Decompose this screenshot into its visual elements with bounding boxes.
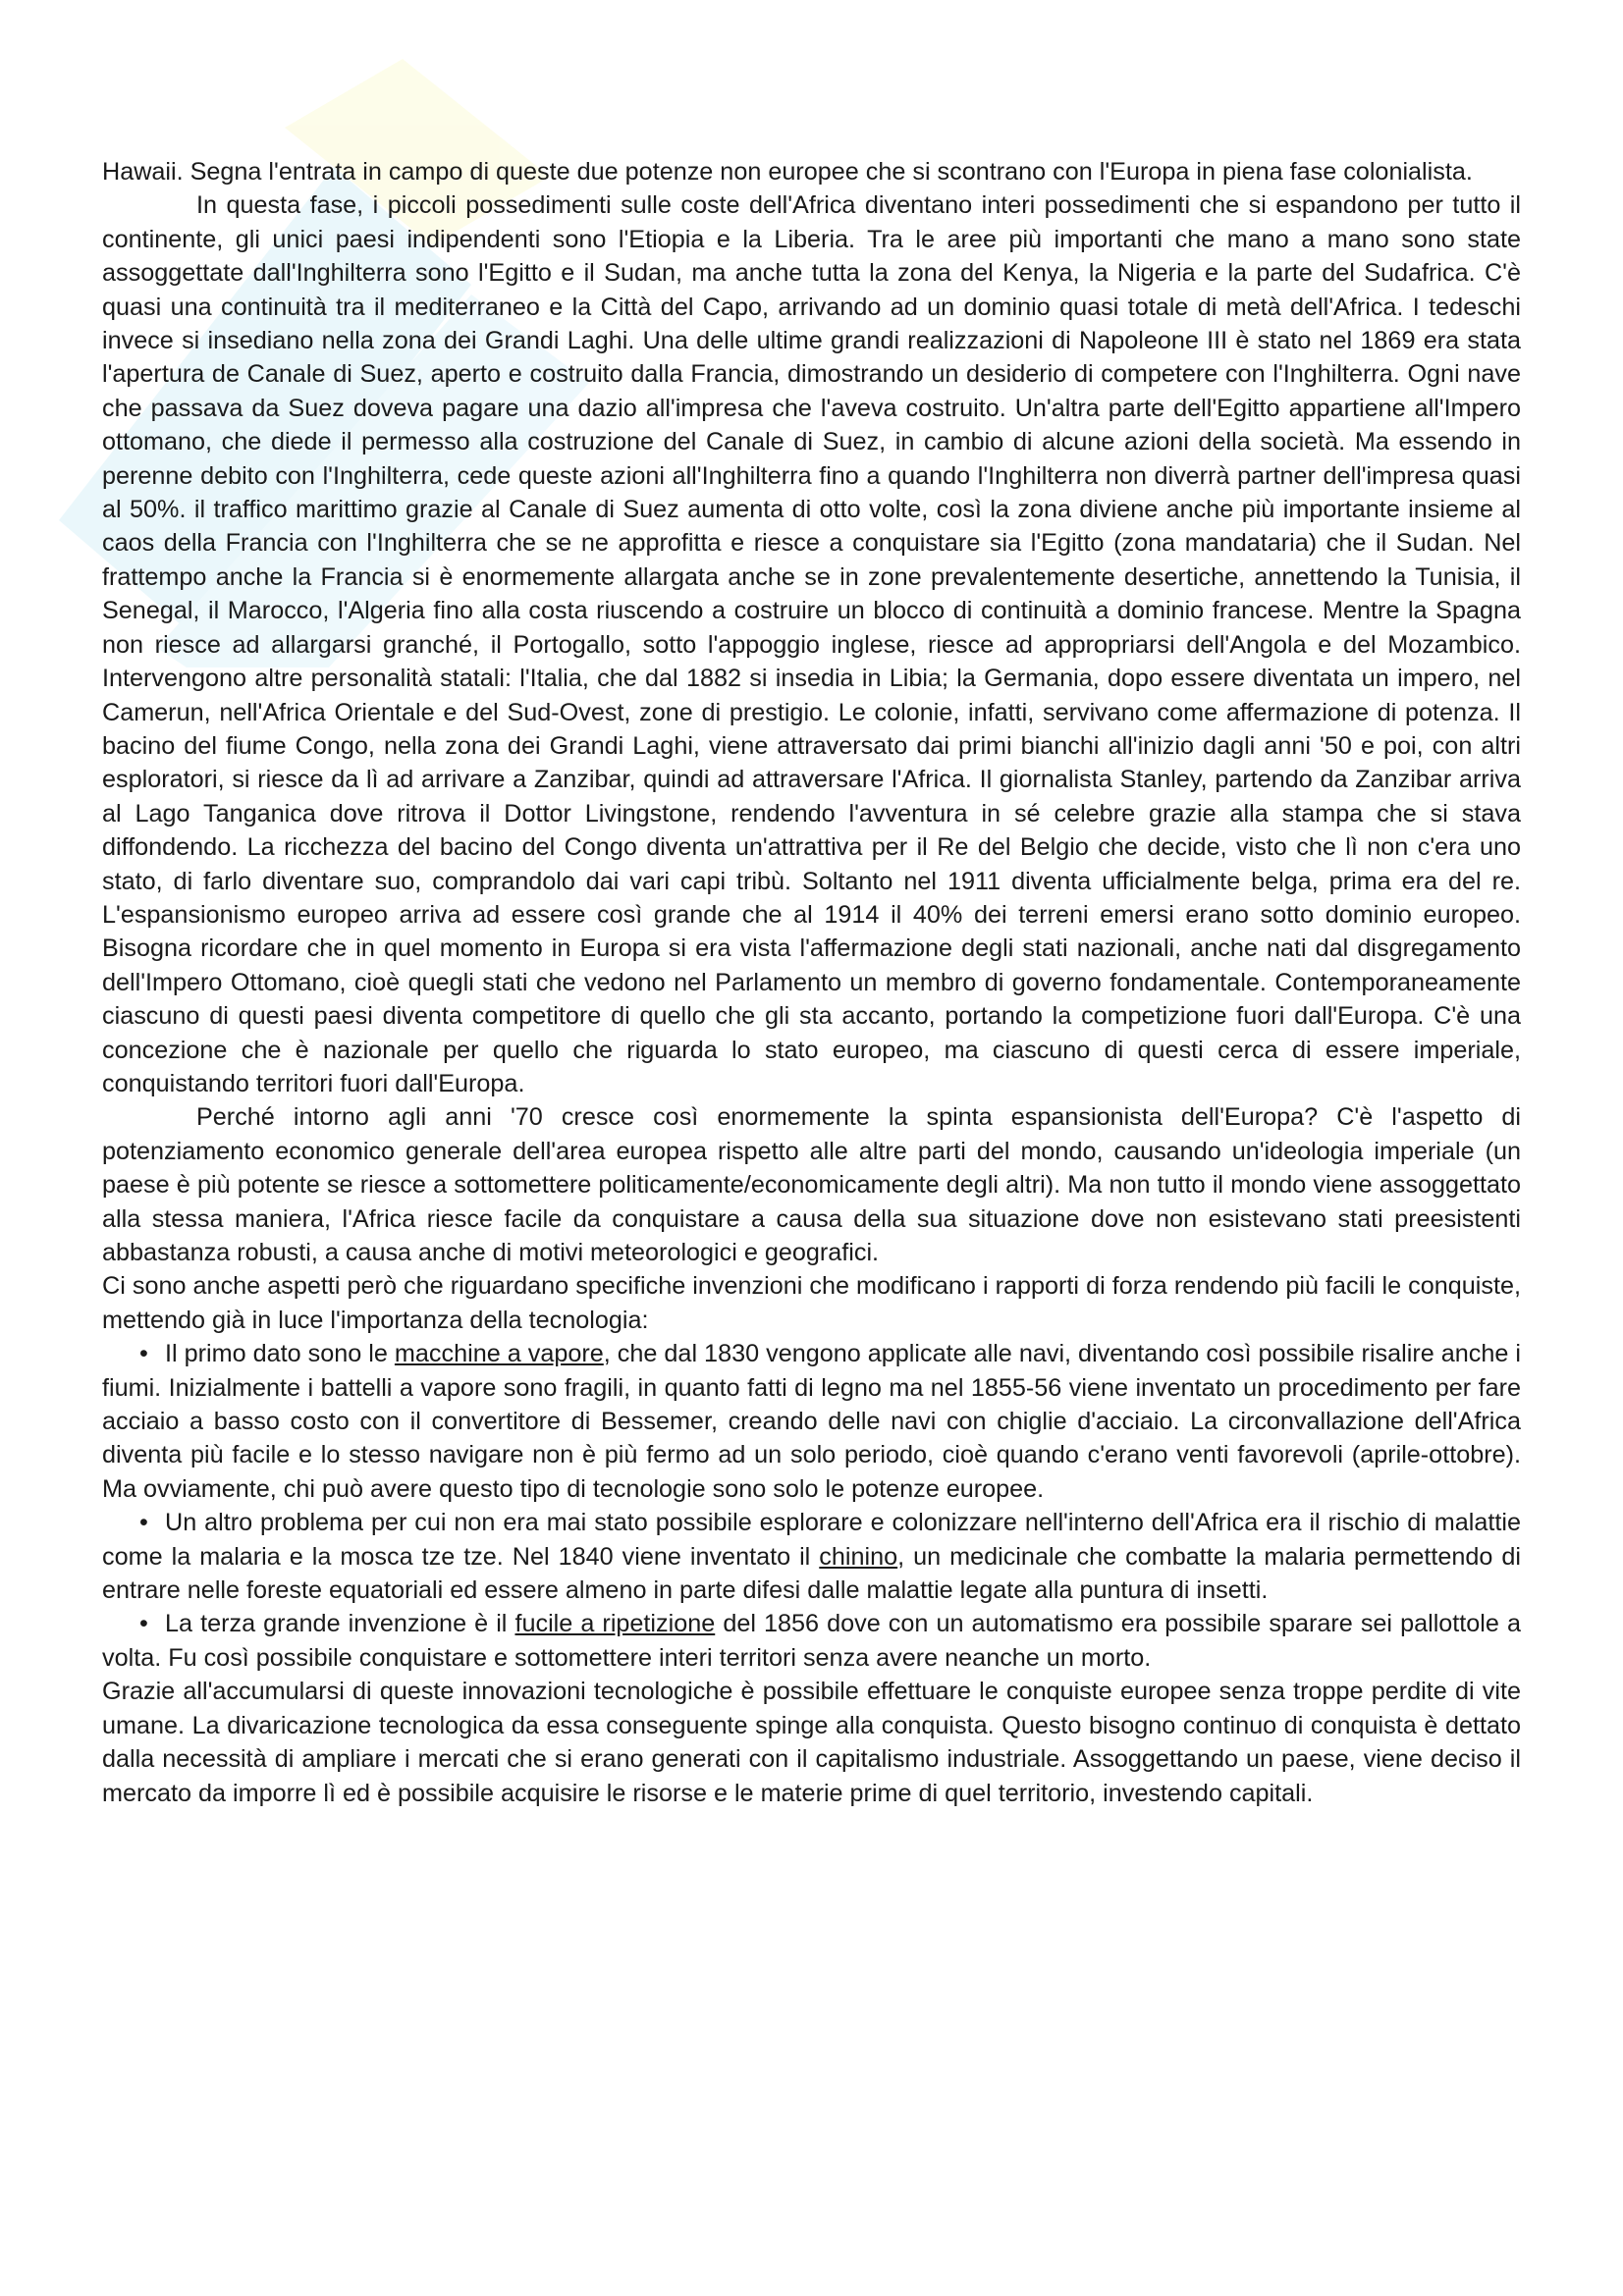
bullet-item-quinine [102, 1506, 1521, 1607]
bullet-item-steam [102, 1337, 1521, 1506]
bullet-text-pre: Il primo dato sono le [165, 1340, 395, 1368]
bullet-mark: • [139, 1610, 148, 1638]
bullet-mark: • [139, 1340, 148, 1368]
bullet-item-rifle [102, 1607, 1521, 1675]
bullet-text-post: del 1856 dove con un automatismo era possibile sparare sei pallottole a volta. Fu così possibile conquistare e sottomettere interi territori senza avere neanche un morto. [102, 1610, 1521, 1672]
bullet-text-pre: Un altro problema per cui non era mai stato possibile esplorare e colonizzare nell'interno dell'Africa era il rischio di malattie come la malaria e la mosca tze tze. Nel 1840 viene inventato il [102, 1509, 1521, 1571]
bullet-text-pre: La terza grande invenzione è il [165, 1610, 515, 1638]
paragraph-2: In questa fase, i piccoli possedimenti sulle coste dell'Africa diventano interi possedimenti che si espandono per tutto il continente, gli unici paesi indipendenti sono l'Etiopia e la Liberia. Tra le aree più importanti che mano a mano sono state assoggettate dall'Inghilterra sono l'Egitto e il Sudan, ma anche tutta la zona del Kenya, la Nigeria e la parte del Sudafrica. C'è quasi una continuità tra il mediterraneo e la Città del Capo, arrivando ad un dominio quasi totale di metà dell'Africa. I tedeschi invece si insediano nella zona dei Grandi Laghi. Una delle ultime grandi realizzazioni di Napoleone III è stato nel 1869 era stata l'apertura de Canale di Suez, aperto e costruito dalla Francia, dimostrando un desiderio di competere con l'Inghilterra. Ogni nave che passava da Suez doveva pagare una dazio all'impresa che l'aveva costruito. Un'altra parte dell'Egitto appartiene all'Impero ottomano, che diede il permesso alla costruzione del Canale di Suez, in cambio di alcune azioni della società. Ma essendo in perenne debito con l'Inghilterra, cede queste azioni all'Inghilterra fino a quando l'Inghilterra non diverrà partner dell'impresa quasi al 50%. il traffico marittimo grazie al Canale di Suez aumenta di otto volte, così la zona diviene anche più importante insieme al caos della Francia con l'Inghilterra che se ne approfitta e riesce a conquistare sia l'Egitto (zona mandataria) che il Sudan. Nel frattempo anche la Francia si è enormemente allargata anche se in zone prevalentemente desertiche, annettendo la Tunisia, il Senegal, il Marocco, l'Algeria fino alla costa riuscendo a costruire un blocco di continuità a dominio francese. Mentre la Spagna non riesce ad allargarsi granché, il Portogallo, sotto l'appoggio inglese, riesce ad appropriarsi dell'Angola e del Mozambico. Intervengono altre personalità statali: l'Italia, che dal 1882 si insedia in Libia; la Germania, dopo essere diventata un impero, nel Camerun, nell'Africa Orientale e del Sud-Ovest, zone di prestigio. Le colonie, infatti, servivano come affermazione di potenza. Il bacino del fiume Congo, nella zona dei Grandi Laghi, viene attraversato dai primi bianchi all'inizio dagli anni '50 e poi, con altri esploratori, si riesce da lì ad arrivare a Zanzibar, quindi ad attraversare l'Africa. Il giornalista Stanley, partendo da Zanzibar arriva al Lago Tanganica dove ritrova il Dottor Livingstone, rendendo l'avventura in sé celebre grazie alla stampa che si stava diffondendo. La ricchezza del bacino del Congo diventa un'attrattiva per il Re del Belgio che decide, visto che lì non c'era uno stato, di farlo diventare suo, comprandolo dai vari capi tribù. Soltanto nel 1911 diventa ufficialmente belga, prima era del re. L'espansionismo europeo arriva ad essere così grande che al 1914 il 40% dei terreni emersi erano sotto dominio europeo. Bisogna ricordare che in quel momento in Europa si era vista l'affermazione degli stati nazionali, anche nati dal disgregamento dell'Impero Ottomano, cioè quegli stati che vedono nel Parlamento un membro di governo fondamentale. Contemporaneamente ciascuno di questi paesi diventa competitore di quello che gli sta accanto, portando la competizione fuori dall'Europa. C'è una concezione che è nazionale per quello che riguarda lo stato europeo, ma ciascuno di questi cerca di essere imperiale, conquistando territori fuori dall'Europa. [102, 191, 1521, 1097]
bullet-text-post: , un medicinale che combatte la malaria permettendo di entrare nelle foreste equatoriali ed essere almeno in parte difesi dalle malattie legate alla puntura di insetti. [102, 1542, 1522, 1605]
paragraph-1: Hawaii. Segna l'entrata in campo di queste due potenze non europee che si scontrano con l'Europa in piena fase colonialista. [102, 158, 1473, 186]
term-quinine: chinino [819, 1542, 898, 1571]
paragraph-5: Grazie all'accumularsi di queste innovazioni tecnologiche è possibile effettuare le conquiste europee senza troppe perdite di vite umane. La divaricazione tecnologica da essa conseguente spinge alla conquista. Questo bisogno continuo di conquista è dettato dalla necessità di ampliare i mercati che si erano generati con il capitalismo industriale. Assoggettando un paese, viene deciso il mercato da imporre lì ed è possibile acquisire le risorse e le materie prime di quel territorio, investendo capitali. [102, 1678, 1521, 1807]
paragraph-4: Ci sono anche aspetti però che riguardano specifiche invenzioni che modificano i rapporti di forza rendendo più facili le conquiste, mettendo già in luce l'importanza della tecnologia: [102, 1272, 1521, 1334]
term-steam-engines: macchine a vapore [394, 1340, 604, 1368]
bullet-text-post: , che dal 1830 vengono applicate alle navi, diventando così possibile risalire anche i fiumi. Inizialmente i battelli a vapore sono fragili, in quanto fatti di legno ma nel 1855-56 viene inventato un procedimento per fare acciaio a basso costo con il convertitore di Bessemer, creando delle navi con chiglie d'acciaio. La circonvallazione dell'Africa diventa più facile e lo stesso navigare non è più fermo ad un solo periodo, cioè quando c'erano venti favorevoli (aprile-ottobre). Ma ovviamente, chi può avere questo tipo di tecnologie sono solo le potenze europee. [102, 1340, 1521, 1503]
paragraph-3: Perché intorno agli anni '70 cresce così enormemente la spinta espansionista dell'Europa? C'è l'aspetto di potenziamento economico generale dell'area europea rispetto alle altre parti del mondo, causando un'ideologia imperiale (un paese è più potente se riesce a sottomettere politicamente/economicamente degli altri). Ma non tutto il mondo viene assoggettato alla stessa maniera, l'Africa riesce facile da conquistare a causa della sua situazione dove non esistevano stati preesistenti abbastanza robusti, a causa anche di motivi meteorologici e geografici. [102, 1103, 1521, 1266]
document-page [102, 155, 1521, 1810]
bullet-mark: • [139, 1509, 148, 1537]
term-repeating-rifle: fucile a ripetizione [514, 1610, 716, 1638]
